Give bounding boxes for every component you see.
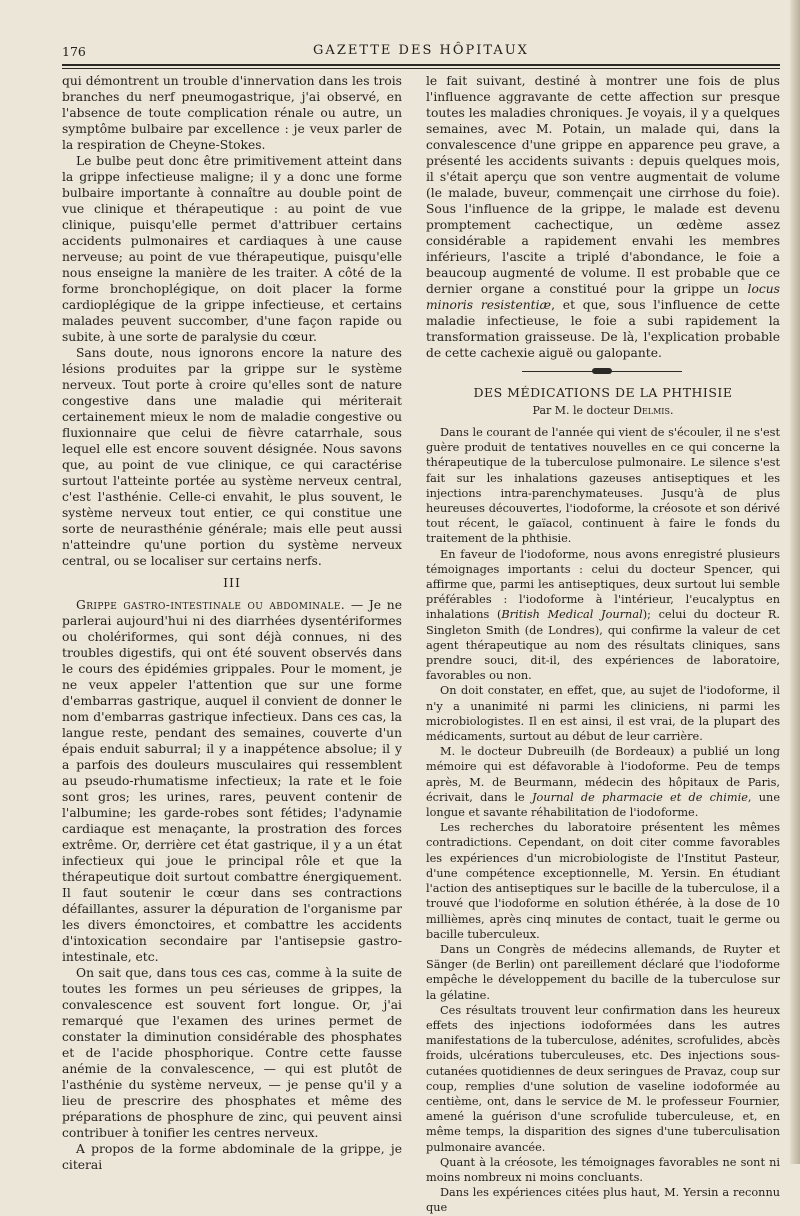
left-column bbox=[62, 73, 402, 1172]
article-paragraph-4 bbox=[426, 744, 780, 820]
page-number: 176 bbox=[62, 44, 86, 59]
article-body bbox=[426, 425, 780, 1216]
left-paragraph-4-text: — Je ne parlerai aujourd'hui ni des diarrhées dysentériformes ou cholériformes, qui sont déjà connues, ni des troubles digestifs, qui ont été souvent observés dans le cours des épidémies grippales. Pour le moment, je ne veux appeler l'attention que sur une forme d'embarras gastrique, auquel il convient de donner le nom d'embarras gastrique infectieux. Dans ces cas, la langue reste, pendant des semaines, couverte d'un épais enduit saburral; il y a inappétence absolue; il y a parfois des douleurs musculaires qui ressemblent au pseudo-rhumatisme infectieux; la rate et le foie sont gros; les urines, rares, peuvent contenir de l'albumine; les garde-robes sont fétides; l'adynamie cardiaque est menaçante, la prostration des forces extrême. Or, derrière cet état gastrique, il y a un état infectieux qui joue le principal rôle et que la thérapeutique doit surtout combattre énergiquement. Il faut soutenir le cœur dans ses contractions défaillantes, assurer la dépuration de l'organisme par les divers émonctoires, et combattre les accidents d'intoxication secondaire par l'antisepsie gastro-intestinale, etc. bbox=[62, 598, 402, 964]
left-paragraph-3: Sans doute, nous ignorons encore la nature des lésions produites par la grippe sur le système nerveux. Tout porte à croire qu'elles sont de nature congestive dans une maladie qui mériterait certainement mieux le nom de maladie congestive ou fluxionnaire que celui de fièvre catarrhale, sous lequel elle est encore souvent désignée. Nous savons que, au point de vue clinique, ce qui caractérise surtout l'atteinte portée au système nerveux central, c'est l'asthénie. Celle-ci envahit, le plus souvent, le système nerveux tout entier, ce qui constitue une sorte de neurasthénie générale; mais elle peut aussi n'atteindre qu'une portion du système nerveux central, ou se localiser sur certains nerfs. bbox=[62, 346, 402, 568]
article-paragraph-2-end: ); celui du docteur R. Singleton Smith (de Londres), qui confirme la valeur de cet agent thérapeutique au nom des résultats cliniques, sans prendre souci, dit-il, des expériences de laboratoire, favorables ou non. bbox=[426, 608, 781, 683]
section-divider bbox=[426, 365, 780, 379]
running-title: GAZETTE DES HÔPITAUX bbox=[313, 43, 529, 58]
latin-phrase: locus minoris resistentiæ bbox=[426, 282, 780, 312]
right-paragraph-1-text: le fait suivant, destiné à montrer une fois de plus l'influence aggravante de cette affection sur presque toutes les maladies chroniques. Je voyais, il y a quelques semaines, avec M. Potain, un malade qui, dans la convalescence d'une grippe en apparence peu grave, a présenté les accidents suivants : depuis quelques mois, il s'était aperçu que son ventre augmentait de volume (le malade, buveur, commençait une cirrhose du foie). Sous l'influence de la grippe, le malade est devenu promptement cachectique, un œdème assez considérable a rapidement envahi les membres inférieurs, l'ascite a triplé d'abondance, le foie a beaucoup augmenté de volume. Il est probable que ce dernier organe a constitué pour la grippe un bbox=[426, 74, 780, 296]
page-header bbox=[62, 38, 780, 62]
article-paragraph-4-text: M. le docteur Dubreuilh (de Bordeaux) a publié un long mémoire qui est défavorable à l'iodoforme. Peu de temps après, M. de Beurmann, médecin des hôpitaux de Paris, écrivait, dans le bbox=[426, 745, 780, 804]
page-edge bbox=[790, 0, 800, 1164]
article-paragraph-4-end: , une longue et savante réhabilitation de l'iodoforme. bbox=[426, 790, 781, 820]
right-paragraph-1 bbox=[426, 73, 780, 361]
divider-ornament bbox=[592, 368, 612, 374]
article-paragraph-6: Dans un Congrès de médecins allemands, de Ruyter et Sänger (de Berlin) ont pareillement déclaré que l'iodoforme empêche le développement du bacille de la tuberculose sur la gélatine. bbox=[426, 942, 780, 1002]
article-paragraph-9: Dans les expériences citées plus haut, M. Yersin a reconnu que bbox=[426, 1186, 780, 1215]
right-column bbox=[426, 73, 781, 1215]
left-paragraph-2: Le bulbe peut donc être primitivement atteint dans la grippe infectieuse maligne; il y a donc une forme bulbaire importante à connaître au double point de vue clinique et thérapeutique : au point de vue clinique, puisqu'elle permet d'attribuer certains accidents pulmonaires et cardiaques à une cause nerveuse; au point de vue thérapeutique, puisqu'elle nous enseigne la manière de les traiter. A côté de la forme bronchoplégique, on doit placer la forme cardioplégique de la grippe infectieuse, et certains malades peuvent succomber, d'une façon rapide ou subite, à une sorte de paralysie du cœur. bbox=[62, 154, 402, 344]
byline-author: Delmis bbox=[633, 404, 670, 417]
section-number: III bbox=[223, 575, 241, 590]
byline-suffix: . bbox=[669, 404, 674, 417]
article-paragraph-2 bbox=[426, 547, 780, 684]
right-paragraph-1-end: , et que, sous l'influence de cette maladie infectieuse, le foie a subi rapidement la transformation graisseuse. De là, l'explication probable de cette cachexie aiguë ou galopante. bbox=[426, 298, 780, 360]
header-rule-thick bbox=[62, 64, 780, 66]
left-paragraph-1: qui démontrent un trouble d'innervation dans les trois branches du nerf pneumogastrique, j'ai observé, en l'absence de toute complication rénale ou autre, un symptôme bulbaire par excellence : je veux parler de la respiration de Cheyne-Stokes. bbox=[62, 74, 402, 152]
byline-prefix: Par M. le docteur bbox=[532, 404, 634, 417]
left-paragraph-5: On sait que, dans tous ces cas, comme à la suite de toutes les formes un peu sérieuses de grippes, la convalescence est souvent fort longue. Or, j'ai remarqué que l'examen des urines permet de constater la diminution considérable des phosphates et de l'acide phosphorique. Contre cette fausse anémie de la convalescence, — qui est plutôt de l'asthénie du système nerveux, — je pense qu'il y a lieu de prescrire des phosphates et même des préparations de phosphure de zinc, qui peuvent ainsi contribuer à tonifier les centres nerveux. bbox=[62, 966, 402, 1140]
journal-name: British Medical Journal bbox=[501, 608, 643, 622]
article-paragraph-5: Les recherches du laboratoire présentent les mêmes contradictions. Cependant, on doit citer comme favorables les expériences d'un microbiologiste de l'Institut Pasteur, d'une compétence exceptionnelle, M. Yersin. En étudiant l'action des antiseptiques sur le bacille de la tuberculose, il a trouvé que l'iodoforme en solution éthérée, à la dose de 10 millièmes, après cinq minutes de contact, tuait le germe ou bacille tuberculeux. bbox=[426, 821, 780, 941]
left-paragraph-6: A propos de la forme abdominale de la grippe, je citerai bbox=[62, 1142, 402, 1172]
left-paragraph-4 bbox=[62, 597, 402, 965]
article-paragraph-7: Ces résultats trouvent leur confirmation dans les heureux effets des injections iodoformées dans les autres manifestations de la tuberculose, adénites, scrofulides, abcès froids, ulcérations tuberculeuses, etc. Des injections sous-cutanées quotidiennes de deux seringues de Pravaz, coup sur coup, remplies d'une solution de vaseline iodoformée au centième, ont, dans le service de M. le professeur Fournier, amené la guérison d'une scrofulide tuberculeuse, et, en même temps, la disparition des signes d'une tuberculisation pulmonaire avancée. bbox=[426, 1003, 780, 1154]
section-heading-lead: Grippe gastro-intestinale ou abdominale. bbox=[76, 598, 346, 612]
article-paragraph-8: Quant à la créosote, les témoignages favorables ne sont ni moins nombreux ni moins concluants. bbox=[426, 1155, 780, 1184]
article-byline bbox=[426, 403, 780, 419]
header-rule-thin bbox=[62, 68, 780, 69]
article-paragraph-2-text: En faveur de l'iodoforme, nous avons enregistré plusieurs témoignages importants : celui du docteur Spencer, qui affirme que, parmi les antiseptiques, deux surtout lui semble préférables : l'iodoforme à l'intérieur, l'eucalyptus en inhalations ( bbox=[426, 547, 780, 622]
article-paragraph-1: Dans le courant de l'année qui vient de s'écouler, il ne s'est guère produit de tentatives nouvelles en ce qui concerne la thérapeutique de la tuberculose pulmonaire. Le silence s'est fait sur les inhalations gazeuses antiseptiques et les injections intra-parenchymateuses. Jusqu'à de plus heureuses découvertes, l'iodoforme, la créosote et son dérivé tout récent, le gaïacol, continuent à faire le fonds du traitement de la phthisie. bbox=[426, 426, 780, 546]
article-title: DES MÉDICATIONS DE LA PHTHISIE bbox=[473, 385, 733, 400]
article-paragraph-3: On doit constater, en effet, que, au sujet de l'iodoforme, il n'y a unanimité ni parmi les cliniciens, ni parmi les microbiologistes. Il en est ainsi, il est vrai, de la plupart des médicaments, surtout au début de leur carrière. bbox=[426, 684, 780, 744]
journal-name-2: Journal de pharmacie et de chimie bbox=[532, 790, 748, 804]
